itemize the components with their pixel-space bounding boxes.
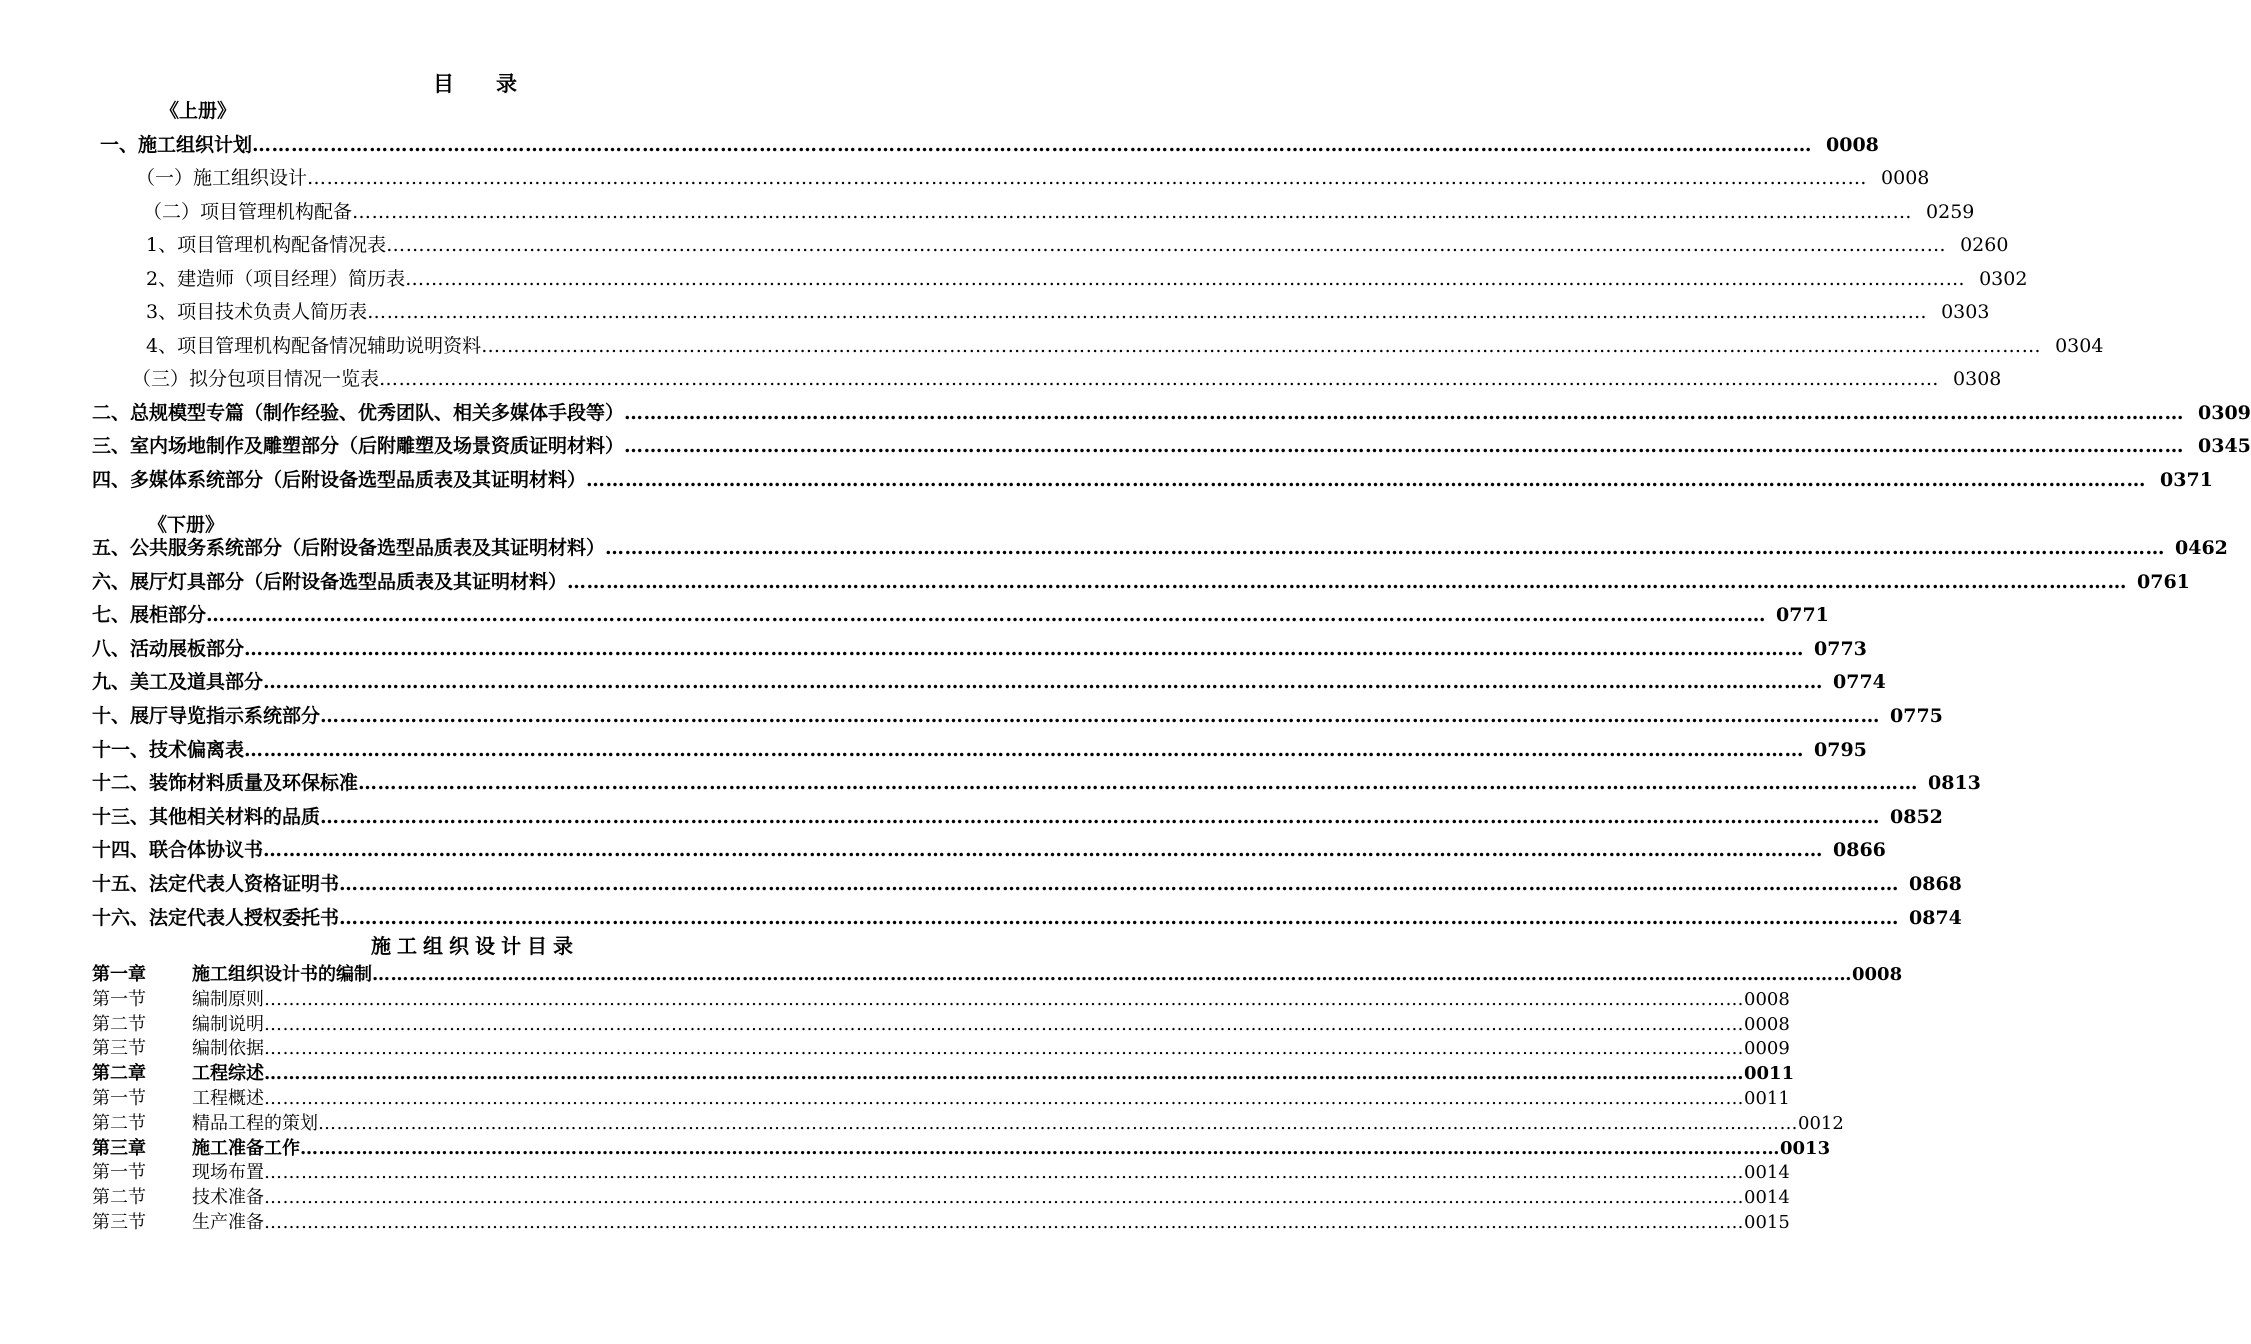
toc-leader-dots: ……………………………………………………………………………………………………………………………………………………………………………………………………………………	[352, 201, 1913, 223]
toc-entry	[146, 297, 1990, 327]
toc-entry-title: 三、室内场地制作及雕塑部分（后附雕塑及场景资质证明材料）	[92, 435, 625, 457]
toc-leader-dots: ……………………………………………………………………………………………………………………………………………………………………………………………………………………	[252, 134, 1813, 156]
toc-leader-dots: ……………………………………………………………………………………………………………………………………………………………………………………………………………………	[244, 637, 1805, 660]
toc-leader-dots: ……………………………………………………………………………………………………………………………………………………………………………………………………………………	[405, 268, 1966, 290]
toc-page-number: 0014	[1744, 1187, 1790, 1209]
toc-entry	[92, 600, 1829, 630]
toc-entry	[92, 985, 1790, 1010]
toc-entry-title: （一）施工组织设计	[136, 167, 308, 189]
toc-entry	[92, 835, 1886, 865]
toc-leader-dots: ……………………………………………………………………………………………………………………………………………………………………………………………………………………	[624, 402, 2185, 424]
toc-entry-title: 十四、联合体协议书	[92, 839, 264, 862]
toc-chapter-label: 第一节	[92, 988, 146, 1010]
toc-page-number: 0009	[1744, 1038, 1790, 1060]
toc-page-number: 0011	[1744, 1063, 1795, 1085]
toc-entry	[92, 903, 1962, 933]
toc-page-number: 0008	[1744, 1013, 1790, 1035]
toc-entry-title: 五、公共服务系统部分（后附设备选型品质表及其证明材料）	[92, 537, 606, 559]
toc-page-number: 0868	[1909, 873, 1962, 895]
toc-leader-dots: ……………………………………………………………………………………………………………………………………………………………………………………………………………………	[624, 435, 2185, 457]
toc-page-number: 0302	[1979, 268, 2028, 290]
toc-leader-dots: ……………………………………………………………………………………………………………………………………………………………………………………………………………………	[300, 1137, 1780, 1159]
toc-leader-dots: ……………………………………………………………………………………………………………………………………………………………………………………………………………………	[206, 604, 1767, 627]
toc-page-number: 0761	[2137, 570, 2190, 593]
toc-page-number: 0008	[1744, 988, 1790, 1010]
toc-leader-dots: ……………………………………………………………………………………………………………………………………………………………………………………………………………………	[339, 906, 1900, 929]
toc-entry-title: 精品工程的策划	[192, 1112, 318, 1134]
toc-entry-title: 编制依据	[192, 1038, 264, 1060]
toc-entry	[92, 869, 1962, 899]
toc-entry	[92, 1183, 1790, 1209]
toc-page-number: 0309	[2198, 402, 2251, 424]
toc-leader-dots: ……………………………………………………………………………………………………………………………………………………………………………………………………………………	[605, 537, 2166, 559]
toc-entry	[92, 1208, 1790, 1233]
toc-page-number: 0008	[1881, 167, 1930, 189]
toc-page-number: 0773	[1814, 637, 1867, 660]
toc-leader-dots: ……………………………………………………………………………………………………………………………………………………………………………………………………………………	[264, 1212, 1744, 1233]
toc-entry-title: 施工组织设计书的编制	[192, 964, 372, 985]
toc-leader-dots: ……………………………………………………………………………………………………………………………………………………………………………………………………………………	[264, 1013, 1744, 1035]
toc-entry	[132, 364, 2002, 394]
toc-leader-dots: ……………………………………………………………………………………………………………………………………………………………………………………………………………………	[567, 570, 2128, 593]
toc-page-number: 0015	[1744, 1212, 1790, 1233]
toc-leader-dots: ……………………………………………………………………………………………………………………………………………………………………………………………………………………	[320, 705, 1881, 727]
toc-entry-title: 生产准备	[192, 1212, 264, 1233]
toc-entry	[92, 1109, 1844, 1134]
toc-leader-dots: ……………………………………………………………………………………………………………………………………………………………………………………………………………………	[318, 1112, 1798, 1134]
toc-leader-dots: ……………………………………………………………………………………………………………………………………………………………………………………………………………………	[244, 738, 1805, 761]
toc-entry-title: 技术准备	[192, 1187, 264, 1209]
toc-page-number: 0775	[1890, 705, 1943, 727]
toc-entry-title: 工程综述	[192, 1063, 264, 1085]
toc-entry	[92, 667, 1886, 697]
toc-leader-dots: ……………………………………………………………………………………………………………………………………………………………………………………………………………………	[264, 1038, 1744, 1060]
toc-leader-dots: ……………………………………………………………………………………………………………………………………………………………………………………………………………………	[264, 1088, 1744, 1109]
toc-entry	[92, 1010, 1790, 1035]
toc-leader-dots: ……………………………………………………………………………………………………………………………………………………………………………………………………………………	[339, 873, 1900, 895]
toc-entry-title: 施工准备工作	[192, 1137, 300, 1159]
toc-page-number: 0795	[1814, 738, 1867, 761]
toc-chapter-label: 第一节	[92, 1162, 146, 1184]
toc-page-number: 0345	[2198, 435, 2251, 457]
toc-entry	[146, 230, 2009, 260]
toc-leader-dots: ……………………………………………………………………………………………………………………………………………………………………………………………………………………	[367, 301, 1928, 323]
toc-page-number: 0008	[1826, 134, 1879, 156]
toc-entry	[92, 1084, 1790, 1109]
toc-page-number: 0308	[1953, 368, 2002, 390]
toc-entry	[92, 431, 2251, 461]
toc-entry-title: 3、项目技术负责人简历表	[146, 301, 368, 323]
toc-leader-dots: ……………………………………………………………………………………………………………………………………………………………………………………………………………………	[586, 469, 2147, 491]
toc-entry	[92, 533, 2228, 563]
toc-entry	[100, 130, 1879, 160]
toc-entry-title: 现场布置	[192, 1162, 264, 1184]
toc-page-number: 0259	[1926, 201, 1975, 223]
toc-entry-title: （三）拟分包项目情况一览表	[132, 368, 380, 390]
toc-entry-title: 七、展柜部分	[92, 604, 207, 627]
toc-entry-title: 4、项目管理机构配备情况辅助说明资料	[146, 335, 482, 357]
toc-leader-dots: ……………………………………………………………………………………………………………………………………………………………………………………………………………………	[372, 964, 1852, 985]
toc-leader-dots: ……………………………………………………………………………………………………………………………………………………………………………………………………………………	[481, 335, 2042, 357]
toc-page-number: 0011	[1744, 1088, 1790, 1109]
toc-page-number: 0303	[1941, 301, 1990, 323]
toc-chapter-label: 第一章	[92, 964, 146, 985]
toc-entry	[92, 1034, 1790, 1060]
toc-entry	[92, 960, 1903, 985]
volume-lower-label: 《下册》	[148, 514, 225, 536]
toc-entry	[92, 567, 2190, 597]
toc-leader-dots: ……………………………………………………………………………………………………………………………………………………………………………………………………………………	[386, 234, 1947, 256]
toc-page-number: 0866	[1833, 839, 1886, 862]
toc-chapter-label: 第三节	[92, 1038, 146, 1060]
page-title: 目 录	[433, 71, 517, 96]
construction-design-toc-title: 施工组织设计目录	[371, 934, 579, 958]
toc-page-number: 0013	[1780, 1137, 1831, 1159]
toc-leader-dots: ……………………………………………………………………………………………………………………………………………………………………………………………………………………	[264, 1063, 1744, 1085]
toc-entry-title: 六、展厅灯具部分（后附设备选型品质表及其证明材料）	[92, 570, 568, 593]
toc-entry	[92, 634, 1867, 664]
toc-entry-title: 八、活动展板部分	[92, 637, 245, 660]
toc-chapter-label: 第二节	[92, 1013, 146, 1035]
toc-leader-dots: ……………………………………………………………………………………………………………………………………………………………………………………………………………………	[264, 988, 1744, 1010]
toc-entry	[136, 163, 1930, 193]
toc-page-number: 0852	[1890, 805, 1943, 828]
toc-chapter-label: 第一节	[92, 1088, 146, 1109]
toc-entry-title: 编制说明	[192, 1013, 264, 1035]
toc-entry	[92, 465, 2213, 495]
toc-entry	[146, 264, 2028, 294]
toc-entry-title: 一、施工组织计划	[100, 134, 253, 156]
toc-leader-dots: ……………………………………………………………………………………………………………………………………………………………………………………………………………………	[307, 167, 1868, 189]
toc-entry	[92, 398, 2251, 428]
toc-chapter-label: 第三节	[92, 1212, 146, 1233]
toc-entry	[92, 1059, 1795, 1085]
toc-page-number: 0813	[1928, 772, 1981, 795]
toc-entry-title: 2、建造师（项目经理）简历表	[146, 268, 406, 290]
toc-entry-title: 十、展厅导览指示系统部分	[92, 705, 321, 727]
toc-entry-title: （二）项目管理机构配备	[143, 201, 353, 223]
toc-entry	[92, 1158, 1790, 1184]
toc-entry	[92, 768, 1981, 798]
toc-page-number: 0771	[1776, 604, 1829, 627]
toc-chapter-label: 第二节	[92, 1187, 146, 1209]
toc-entry-title: 十三、其他相关材料的品质	[92, 805, 321, 828]
toc-entry-title: 十二、装饰材料质量及环保标准	[92, 772, 359, 795]
toc-page-number: 0462	[2175, 537, 2228, 559]
toc-entry	[92, 735, 1867, 765]
toc-entry-title: 十一、技术偏离表	[92, 738, 245, 761]
toc-page-number: 0371	[2160, 469, 2213, 491]
toc-entry-title: 九、美工及道具部分	[92, 671, 264, 694]
toc-page-number: 0304	[2055, 335, 2104, 357]
toc-page-number: 0874	[1909, 906, 1962, 929]
toc-entry	[92, 1134, 1831, 1159]
toc-chapter-label: 第三章	[92, 1137, 146, 1159]
toc-entry-title: 二、总规模型专篇（制作经验、优秀团队、相关多媒体手段等）	[92, 402, 625, 424]
toc-entry-title: 1、项目管理机构配备情况表	[146, 234, 387, 256]
toc-entry	[92, 701, 1943, 731]
toc-leader-dots: ……………………………………………………………………………………………………………………………………………………………………………………………………………………	[379, 368, 1940, 390]
toc-entry	[146, 331, 2104, 361]
toc-entry-title: 十六、法定代表人授权委托书	[92, 906, 340, 929]
toc-page-number: 0008	[1852, 964, 1903, 985]
toc-entry-title: 四、多媒体系统部分（后附设备选型品质表及其证明材料）	[92, 469, 587, 491]
toc-entry	[143, 197, 1975, 227]
toc-entry-title: 编制原则	[192, 988, 264, 1010]
toc-chapter-label: 第二章	[92, 1063, 146, 1085]
toc-leader-dots: ……………………………………………………………………………………………………………………………………………………………………………………………………………………	[263, 839, 1824, 862]
volume-upper-label: 《上册》	[160, 100, 237, 122]
toc-entry-title: 工程概述	[192, 1088, 264, 1109]
toc-page-number: 0260	[1960, 234, 2009, 256]
toc-leader-dots: ……………………………………………………………………………………………………………………………………………………………………………………………………………………	[264, 1187, 1744, 1209]
toc-page-number: 0014	[1744, 1162, 1790, 1184]
toc-entry	[92, 802, 1943, 832]
toc-leader-dots: ……………………………………………………………………………………………………………………………………………………………………………………………………………………	[263, 671, 1824, 694]
toc-leader-dots: ……………………………………………………………………………………………………………………………………………………………………………………………………………………	[320, 805, 1881, 828]
toc-entry-title: 十五、法定代表人资格证明书	[92, 873, 340, 895]
toc-leader-dots: ……………………………………………………………………………………………………………………………………………………………………………………………………………………	[358, 772, 1919, 795]
toc-leader-dots: ……………………………………………………………………………………………………………………………………………………………………………………………………………………	[264, 1162, 1744, 1184]
toc-chapter-label: 第二节	[92, 1112, 146, 1134]
toc-page-number: 0012	[1798, 1112, 1844, 1134]
toc-page-number: 0774	[1833, 671, 1886, 694]
